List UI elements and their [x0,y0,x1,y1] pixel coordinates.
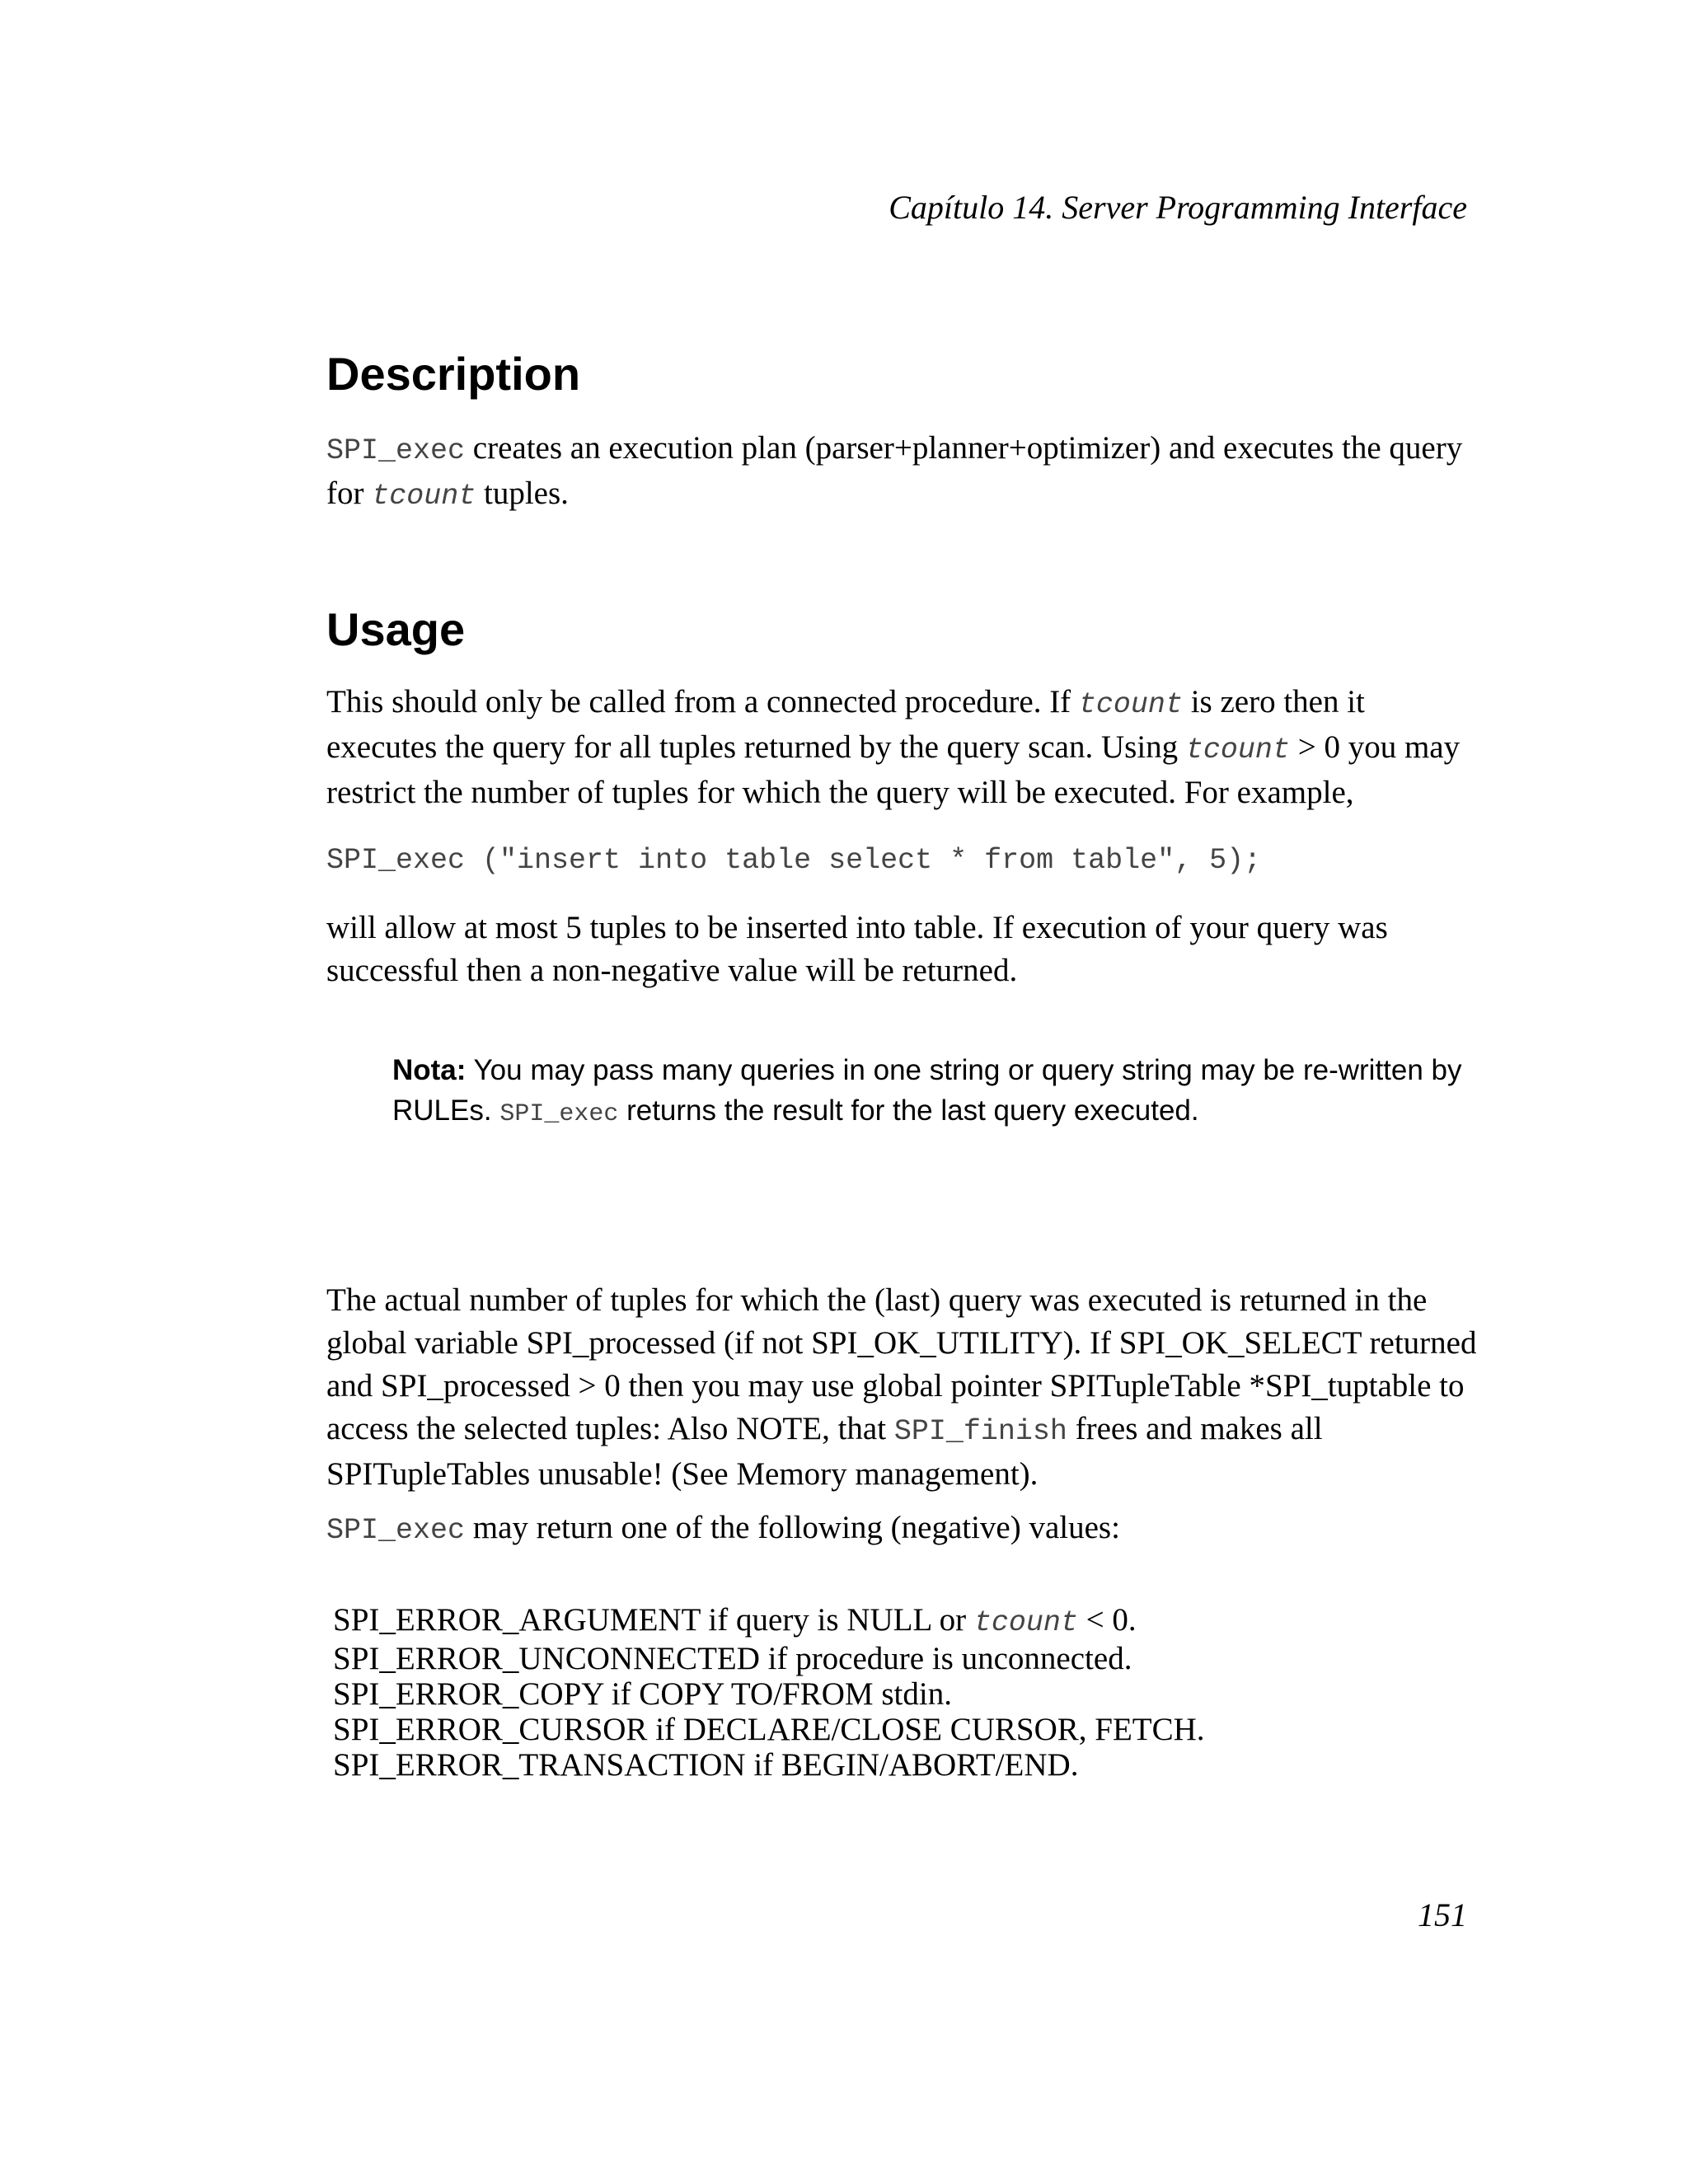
code-spi-exec: SPI_exec [326,434,466,467]
code-spi-finish: SPI_finish [893,1415,1067,1448]
text-run: SPI_ERROR_ARGUMENT if query is NULL or [333,1602,974,1638]
text-run: < 0. [1077,1602,1137,1638]
param-tcount: tcount [1185,733,1290,766]
description-paragraph [326,427,1480,518]
text-run: You may pass many queries in one string or query string may be re-written by RULEs. [392,1054,1462,1127]
error-list [333,1602,1205,1783]
text-run: may return one of the following (negative) values: [465,1510,1120,1545]
error-item: SPI_ERROR_TRANSACTION if BEGIN/ABORT/END. [333,1747,1079,1783]
error-item: SPI_ERROR_UNCONNECTED if procedure is unconnected. [333,1641,1132,1676]
code-spi-exec: SPI_exec [326,1514,466,1547]
code-example: SPI_exec ("insert into table select * from table", 5); [326,844,1262,877]
text-run: is zero then it executes the query for all tuples returned by the query scan. Using [326,684,1365,765]
page-number: 151 [1418,1896,1467,1933]
param-tcount: tcount [973,1606,1078,1639]
code-spi-exec: SPI_exec [499,1100,619,1128]
error-item: SPI_ERROR_CURSOR if DECLARE/CLOSE CURSOR, FETCH. [333,1712,1205,1747]
param-tcount: tcount [372,480,476,513]
note-block [392,1050,1480,1135]
text-run: returns the result for the last query executed. [618,1094,1199,1127]
error-item [333,1602,1205,1641]
usage-heading: Usage [326,603,466,655]
usage-paragraph-1 [326,681,1480,814]
text-run: > 0 you may restrict the number of tuples for which the query will be executed. For example, [326,729,1461,810]
note-label: Nota: [392,1054,467,1086]
text-run: creates an execution plan (parser+planner+optimizer) and executes the query for [326,430,1463,511]
text-run: frees and makes all SPITupleTables unusable! (See Memory management). [326,1411,1323,1492]
text-run: This should only be called from a connected procedure. If [326,684,1079,719]
usage-paragraph-2: will allow at most 5 tuples to be inserted into table. If execution of your query was successful then a non-negative value will be returned. [326,910,1388,988]
param-tcount: tcount [1078,688,1183,721]
running-header: Capítulo 14. Server Programming Interface [889,189,1467,226]
usage-paragraph-3 [326,1279,1480,1496]
usage-paragraph-4 [326,1507,1480,1552]
text-run: The actual number of tuples for which the (last) query was executed is returned in the global variable SPI_processed (if not SPI_OK_UTILITY). If SPI_OK_SELECT returned and SPI_processed > 0 then you may use global pointer SPITupleTable *SPI_tuptable to access the selected tuples: Also NOTE, that [326,1282,1477,1446]
error-item: SPI_ERROR_COPY if COPY TO/FROM stdin. [333,1676,952,1712]
description-heading: Description [326,348,581,400]
text-run: tuples. [476,476,569,511]
